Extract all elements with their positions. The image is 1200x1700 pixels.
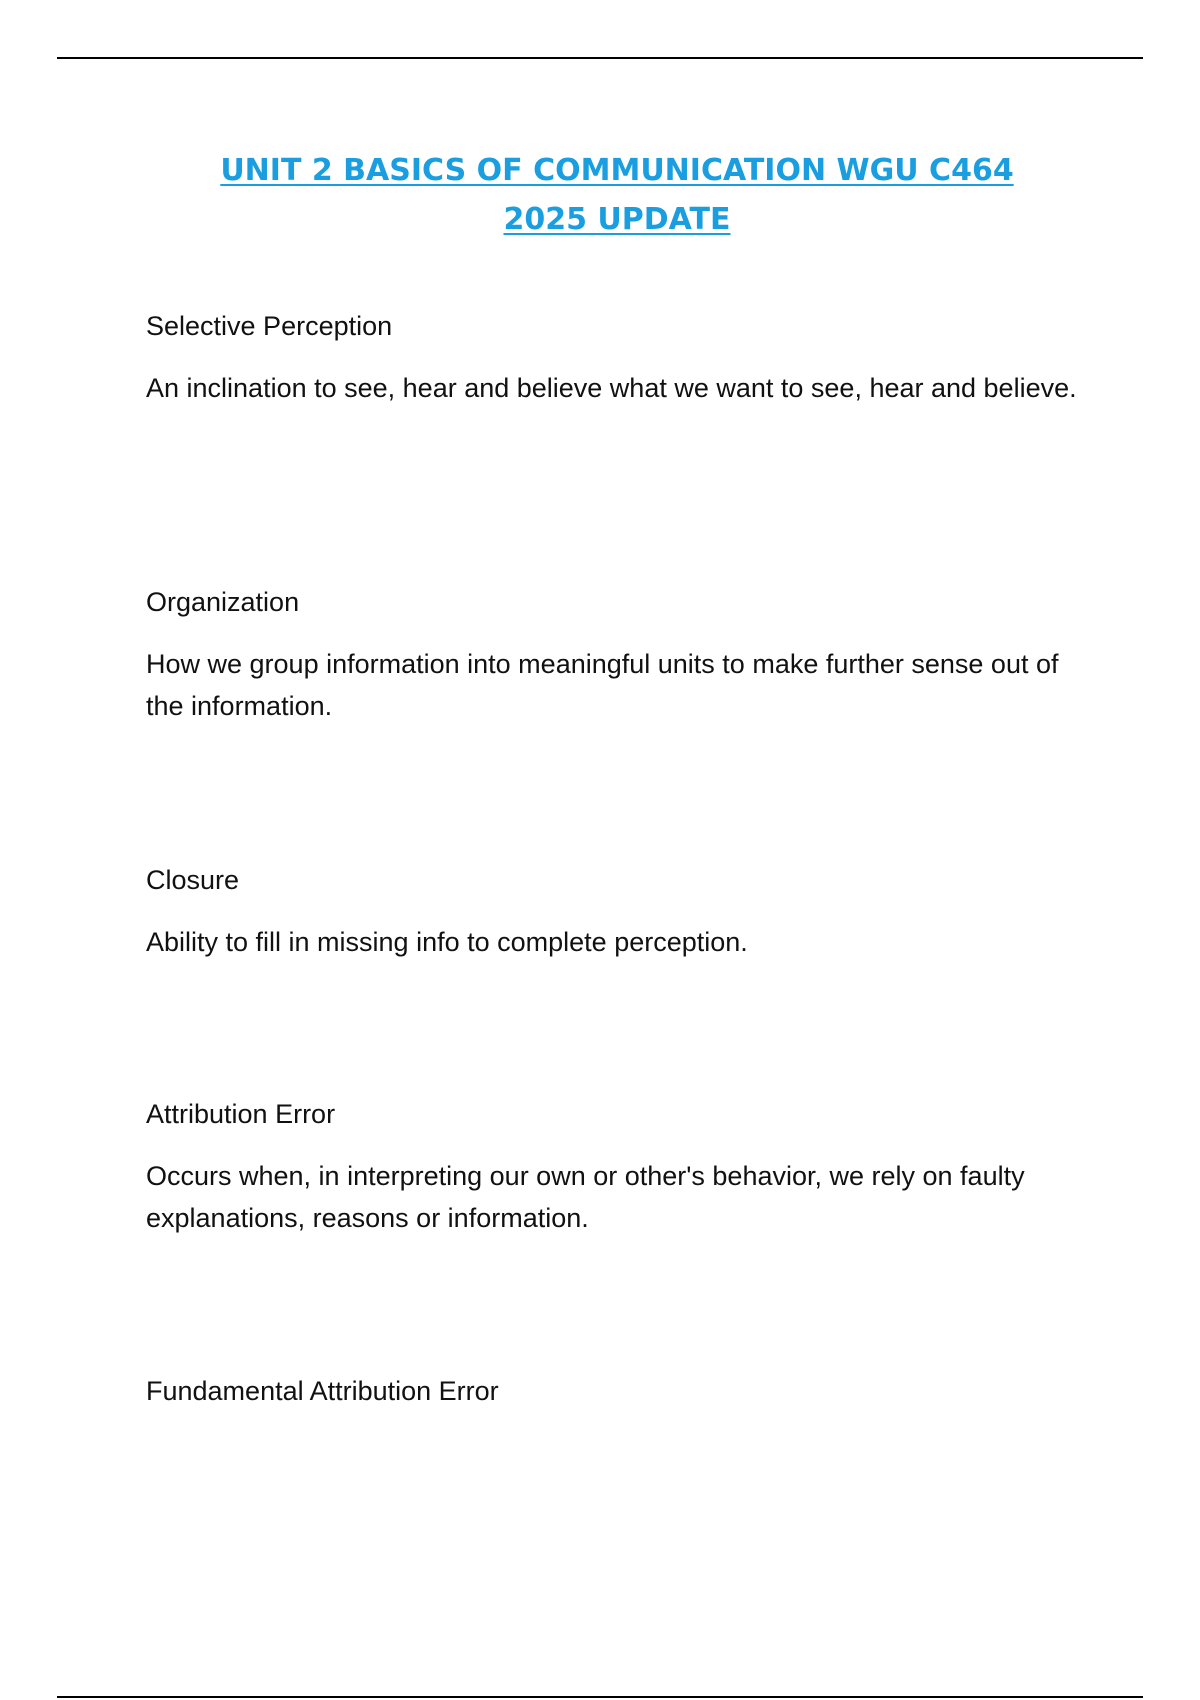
term: Attribution Error	[146, 1099, 336, 1129]
title-line-1: UNIT 2 BASICS OF COMMUNICATION WGU C464	[220, 153, 1014, 188]
bottom-divider	[57, 1696, 1143, 1698]
title-line-2: 2025 UPDATE	[503, 202, 731, 237]
entry-closure	[146, 863, 1096, 963]
term: Organization	[146, 587, 300, 617]
document-title	[160, 146, 1074, 244]
entry-organization	[146, 585, 1096, 727]
term: Fundamental Attribution Error	[146, 1376, 499, 1406]
top-divider	[57, 57, 1143, 59]
term: Closure	[146, 865, 240, 895]
definition: Ability to fill in missing info to complete perception.	[146, 927, 748, 957]
definition: Occurs when, in interpreting our own or other's behavior, we rely on faulty explanations, reasons or information.	[146, 1161, 1025, 1233]
entry-attribution-error	[146, 1097, 1096, 1239]
entry-selective-perception	[146, 309, 1096, 409]
entry-fundamental-attribution-error	[146, 1374, 1096, 1408]
term: Selective Perception	[146, 311, 393, 341]
definition: How we group information into meaningful units to make further sense out of the information.	[146, 649, 1059, 721]
definition: An inclination to see, hear and believe what we want to see, hear and believe.	[146, 373, 1077, 403]
